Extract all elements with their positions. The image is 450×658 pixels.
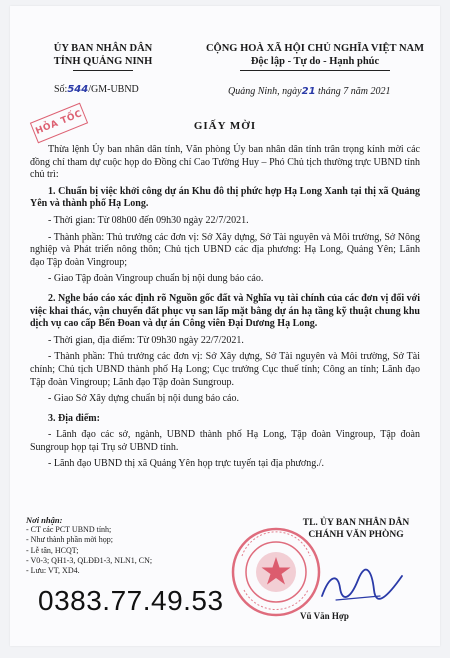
sign-line2: CHÁNH VĂN PHÒNG bbox=[308, 529, 404, 540]
document-page bbox=[10, 6, 440, 646]
document-number-handwritten: 544 bbox=[67, 84, 89, 95]
issuer-block bbox=[28, 42, 178, 71]
recipient-item: - Lưu: VT, XD4. bbox=[26, 566, 80, 576]
section-1-members: - Thành phần: Thủ trưởng các đơn vị: Sở Xây dựng, Sở Tài nguyên và Môi trường, Sở Nông nghiệp và Phát triển nông thôn; Chủ tịch UBND các địa phương: Hạ Long, Quảng Yên; Lãnh đạo Tập đoàn Vingroup; bbox=[30, 231, 420, 268]
recipient-item: - V0-3; QH1-3, QLĐĐ1-3, NLN1, CN; bbox=[26, 555, 153, 565]
recipient-item: - Như thành phần mời họp; bbox=[26, 535, 113, 545]
sign-line1: TL. ỦY BAN NHÂN DÂN bbox=[302, 518, 410, 528]
recipients-block bbox=[26, 515, 196, 576]
recipients-heading: Nơi nhận: bbox=[26, 515, 63, 525]
recipient-item: - CT các PCT UBND tỉnh; bbox=[26, 525, 112, 535]
document-body bbox=[30, 144, 420, 471]
intro-paragraph: Thừa lệnh Ủy ban nhân dân tỉnh, Văn phòng Ủy ban nhân dân tỉnh trân trọng kính mời các đồng chí tham dự cuộc họp do Đồng chí Cao Tường Huy – Phó Chủ tịch thường trực UBND tỉnh chủ trì: bbox=[30, 144, 420, 181]
section-1-heading: 1. Chuẩn bị việc khởi công dự án Khu đô thị phức hợp Hạ Long Xanh tại thị xã Quảng Yên và thành phố Hạ Long. bbox=[30, 185, 420, 210]
document-number: Số:544/GM-UBND bbox=[54, 84, 139, 95]
section-3-line1: - Lãnh đạo các sở, ngành, UBND thành phố Hạ Long, Tập đoàn Vingroup, Tập đoàn Sungroup họp tại Trụ sở UBND tỉnh. bbox=[30, 429, 420, 453]
phone-number-overlay: 0383.77.49.53 bbox=[38, 585, 224, 616]
motto: Độc lập - Tự do - Hạnh phúc bbox=[250, 56, 380, 67]
national-motto-block bbox=[190, 42, 440, 71]
issuer-line1: ỦY BAN NHÂN DÂN bbox=[53, 43, 153, 54]
recipient-item: - Lễ tân, HCQT; bbox=[26, 545, 79, 555]
date-day-handwritten: 21 bbox=[301, 86, 316, 97]
section-2-time: - Thời gian, địa điểm: Từ 09h30 ngày 22/7/2021. bbox=[48, 334, 244, 346]
country-name: CỘNG HOÀ XÃ HỘI CHỦ NGHĨA VIỆT NAM bbox=[205, 43, 425, 54]
section-1-time: - Thời gian: Từ 08h00 đến 09h30 ngày 22/7/2021. bbox=[48, 214, 249, 226]
section-3-line2: - Lãnh đạo UBND thị xã Quảng Yên họp trực tuyến tại địa phương./. bbox=[48, 458, 324, 470]
section-3-heading: 3. Địa điểm: bbox=[48, 412, 100, 424]
handwritten-signature bbox=[316, 566, 406, 606]
section-2-heading: 2. Nghe báo cáo xác định rõ Nguồn gốc đất và Nghĩa vụ tài chính của các đơn vị đối với việc khai thác, vận chuyển đất phục vụ san lấp mặt bằng dự án hạ tầng kỹ thuật chung khu dịch vụ cao cấp Bến Đoan và dự án Công viên Đại Dương Hạ Long. bbox=[30, 292, 420, 330]
official-seal bbox=[230, 526, 322, 618]
document-title: GIẤY MỜI bbox=[193, 120, 257, 132]
section-2-task: - Giao Sở Xây dựng chuẩn bị nội dung báo cáo. bbox=[48, 393, 239, 405]
issuer-underline bbox=[73, 70, 133, 71]
document-date: Quảng Ninh, ngày21 tháng 7 năm 2021 bbox=[228, 86, 391, 97]
section-1-task: - Giao Tập đoàn Vingroup chuẩn bị nội dung báo cáo. bbox=[48, 273, 264, 285]
urgent-stamp: HỎA TỐC bbox=[30, 103, 88, 144]
signer-name: Vũ Văn Hợp bbox=[300, 611, 349, 621]
section-2-members: - Thành phần: Thủ trưởng các đơn vị: Sở Xây dựng, Sở Tài nguyên và Môi trường, Sở Tài chính; Chủ tịch UBND thành phố Hạ Long; Cục trưởng Cục thuế tỉnh; Công an tỉnh; Lãnh đạo Tập đoàn Vingroup; Lãnh đạo Tập đoàn Sungroup. bbox=[30, 351, 420, 388]
issuer-line2: TỈNH QUẢNG NINH bbox=[53, 56, 153, 67]
motto-underline bbox=[240, 70, 390, 71]
